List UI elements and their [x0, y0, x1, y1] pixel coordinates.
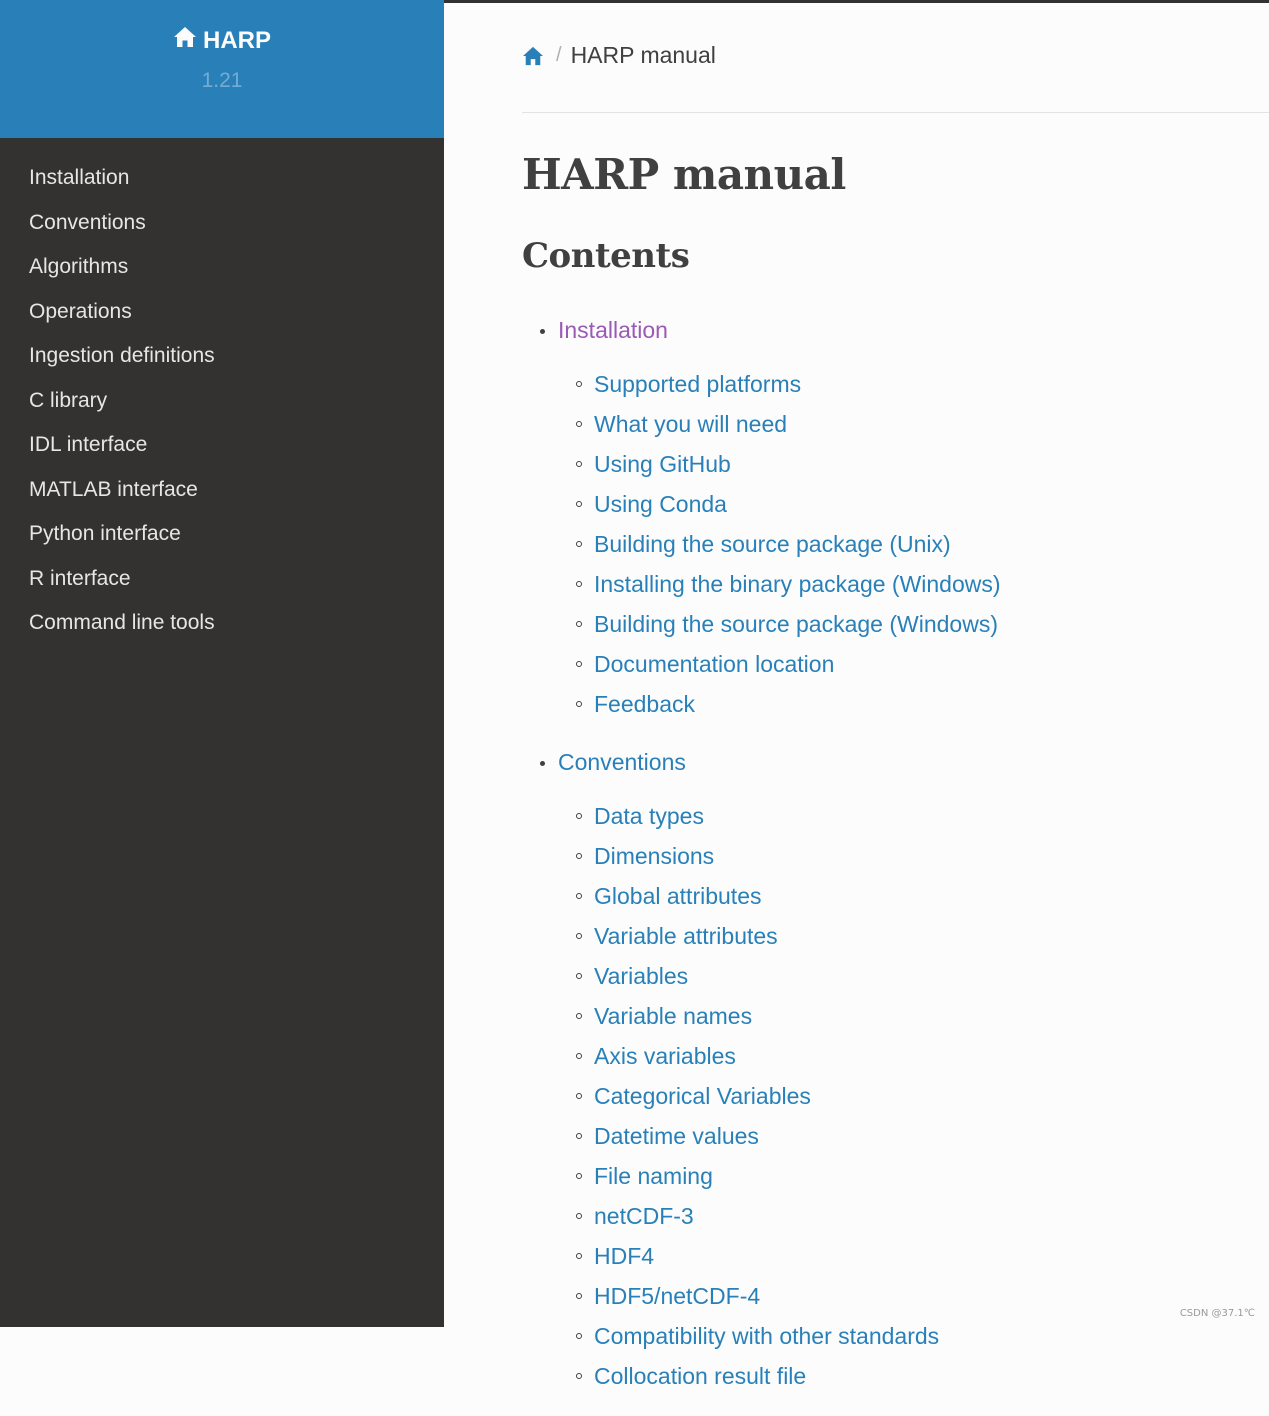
breadcrumb-current: HARP manual [571, 42, 716, 69]
toc-link-supported-platforms[interactable]: Supported platforms [594, 371, 801, 397]
home-icon[interactable] [522, 46, 544, 66]
sidebar [0, 0, 444, 1327]
sidebar-item-operations[interactable]: Operations [0, 294, 444, 339]
sidebar-item-matlab-interface[interactable]: MATLAB interface [0, 472, 444, 517]
contents-heading: Contents [522, 237, 1269, 276]
sidebar-header [0, 0, 444, 138]
toc-subitem [576, 1158, 1269, 1198]
version-label: 1.21 [0, 69, 444, 93]
toc-link-data-types[interactable]: Data types [594, 803, 704, 829]
sidebar-item-ingestion-definitions[interactable]: Ingestion definitions [0, 338, 444, 383]
table-of-contents [522, 312, 1269, 1398]
toc-subitem [576, 1078, 1269, 1118]
toc-link-using-conda[interactable]: Using Conda [594, 491, 727, 517]
sidebar-nav [0, 138, 444, 650]
toc-link-variables[interactable]: Variables [594, 963, 688, 989]
toc-link-what-you-will-need[interactable]: What you will need [594, 411, 787, 437]
toc-subitem [576, 686, 1269, 726]
toc-link-axis-variables[interactable]: Axis variables [594, 1043, 736, 1069]
toc-link-file-naming[interactable]: File naming [594, 1163, 713, 1189]
sidebar-item-conventions[interactable]: Conventions [0, 205, 444, 250]
toc-section-conventions [540, 744, 1269, 1398]
toc-link-installation[interactable]: Installation [558, 317, 668, 343]
toc-subitem [576, 1358, 1269, 1398]
toc-subitem [576, 838, 1269, 878]
toc-link-collocation-result-file[interactable]: Collocation result file [594, 1363, 806, 1389]
toc-subitem [576, 526, 1269, 566]
sidebar-item-installation[interactable]: Installation [0, 160, 444, 205]
watermark: CSDN @37.1℃ [1180, 1308, 1255, 1319]
toc-subitem [576, 606, 1269, 646]
toc-link-variable-names[interactable]: Variable names [594, 1003, 752, 1029]
toc-link-datetime-values[interactable]: Datetime values [594, 1123, 759, 1149]
breadcrumb-separator: / [556, 44, 562, 67]
toc-subitem [576, 958, 1269, 998]
toc-subitem [576, 1198, 1269, 1238]
toc-link-compatibility-with-other-standards[interactable]: Compatibility with other standards [594, 1323, 939, 1349]
sidebar-item-command-line-tools[interactable]: Command line tools [0, 605, 444, 650]
toc-link-variable-attributes[interactable]: Variable attributes [594, 923, 778, 949]
toc-subitem [576, 918, 1269, 958]
toc-link-building-the-source-package-unix[interactable]: Building the source package (Unix) [594, 531, 951, 557]
toc-subitem [576, 366, 1269, 406]
breadcrumb [522, 3, 1269, 113]
toc-subitem [576, 406, 1269, 446]
toc-subitem [576, 566, 1269, 606]
toc-sublist [558, 366, 1269, 726]
toc-link-installing-the-binary-package-windows[interactable]: Installing the binary package (Windows) [594, 571, 1001, 597]
toc-link-global-attributes[interactable]: Global attributes [594, 883, 761, 909]
main-content [522, 3, 1269, 1416]
toc-subitem [576, 646, 1269, 686]
toc-link-netcdf-3[interactable]: netCDF-3 [594, 1203, 694, 1229]
page-title: HARP manual [522, 151, 1269, 199]
toc-sublist [558, 798, 1269, 1398]
toc-subitem [576, 878, 1269, 918]
toc-subitem [576, 1318, 1269, 1358]
toc-subitem [576, 798, 1269, 838]
toc-link-hdf5-netcdf-4[interactable]: HDF5/netCDF-4 [594, 1283, 760, 1309]
toc-link-dimensions[interactable]: Dimensions [594, 843, 714, 869]
toc-section-installation [540, 312, 1269, 726]
toc-subitem [576, 1038, 1269, 1078]
sidebar-item-python-interface[interactable]: Python interface [0, 516, 444, 561]
sidebar-item-r-interface[interactable]: R interface [0, 561, 444, 606]
toc-subitem [576, 998, 1269, 1038]
toc-link-using-github[interactable]: Using GitHub [594, 451, 731, 477]
toc-link-hdf4[interactable]: HDF4 [594, 1243, 654, 1269]
toc-subitem [576, 1238, 1269, 1278]
toc-subitem [576, 486, 1269, 526]
sidebar-item-c-library[interactable]: C library [0, 383, 444, 428]
toc-link-conventions[interactable]: Conventions [558, 749, 686, 775]
toc-subitem [576, 1118, 1269, 1158]
toc-link-feedback[interactable]: Feedback [594, 691, 695, 717]
home-icon [173, 26, 197, 55]
toc-link-categorical-variables[interactable]: Categorical Variables [594, 1083, 811, 1109]
toc-link-documentation-location[interactable]: Documentation location [594, 651, 834, 677]
brand-name: HARP [203, 27, 271, 55]
brand-link[interactable] [173, 26, 271, 55]
sidebar-item-algorithms[interactable]: Algorithms [0, 249, 444, 294]
toc-link-building-the-source-package-windows[interactable]: Building the source package (Windows) [594, 611, 998, 637]
sidebar-item-idl-interface[interactable]: IDL interface [0, 427, 444, 472]
toc-subitem [576, 446, 1269, 486]
toc-subitem [576, 1278, 1269, 1318]
